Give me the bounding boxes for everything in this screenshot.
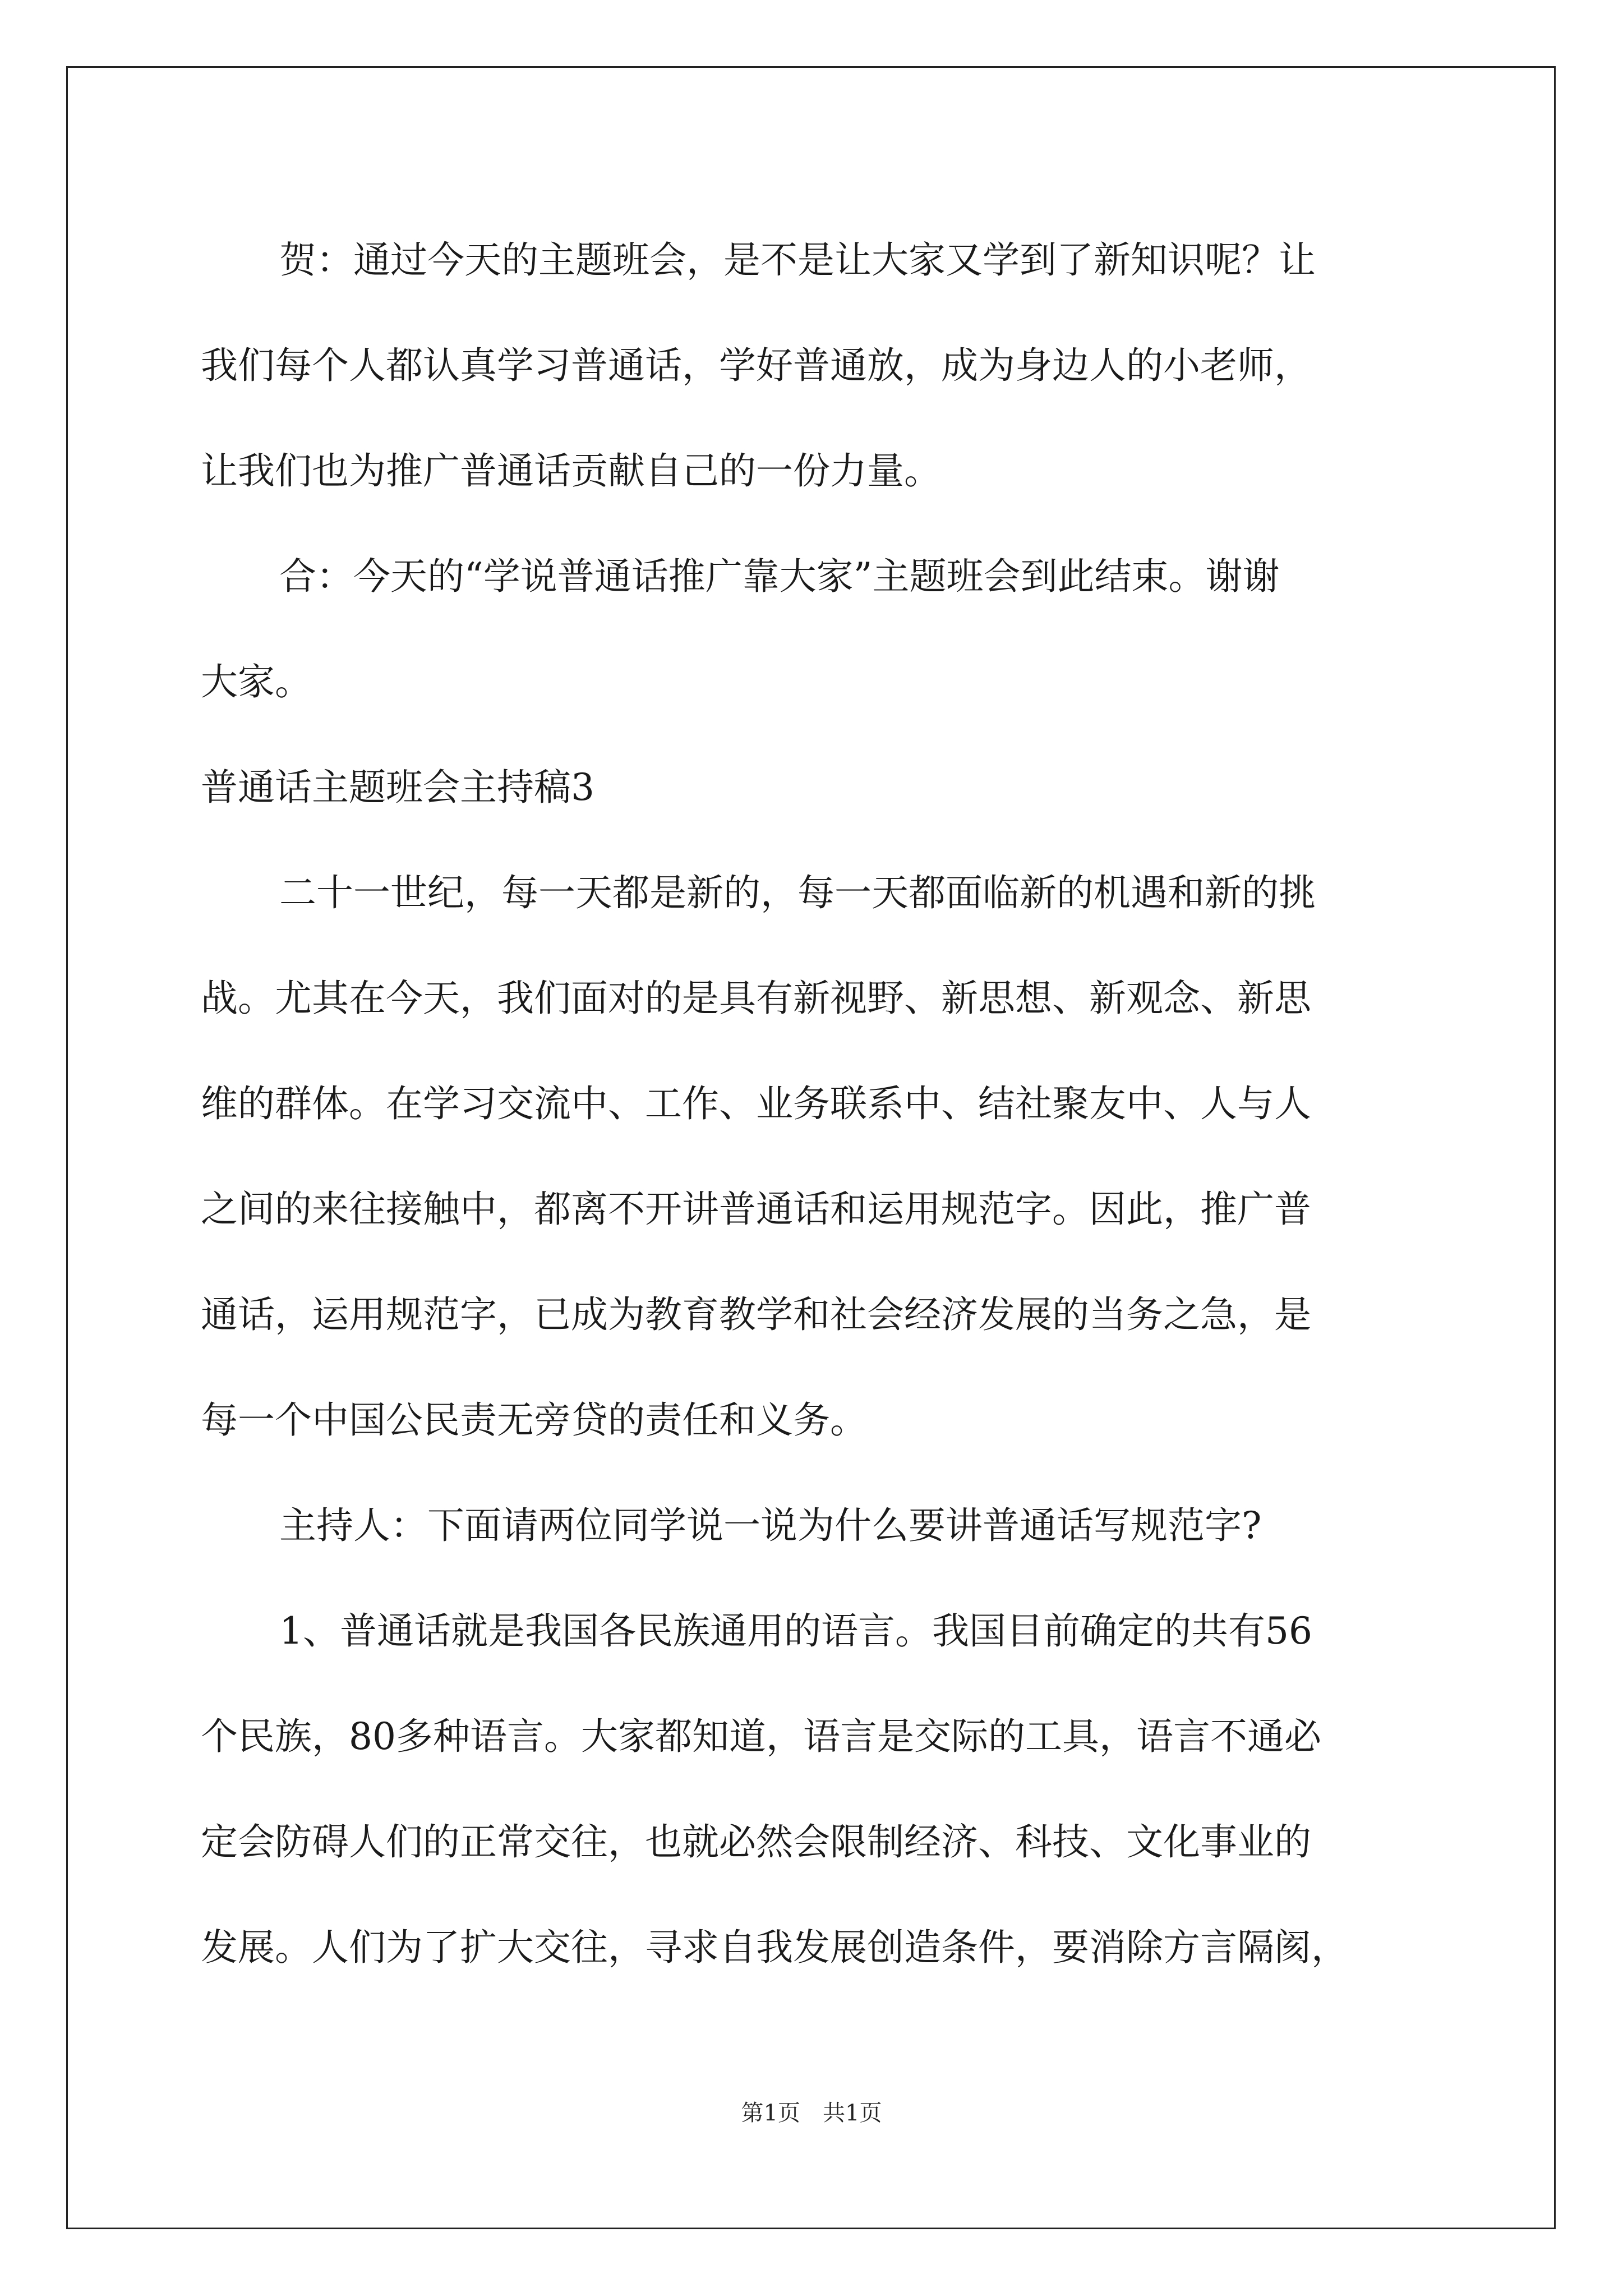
page-number: 第1页 xyxy=(741,2100,800,2126)
document-body xyxy=(201,208,1429,2000)
text-line: 大家。 xyxy=(201,660,312,703)
text-line: 维的群体。在学习交流中、工作、业务联系中、结社聚友中、人与人 xyxy=(201,1082,1311,1125)
text-line: 二十一世纪，每一天都是新的，每一天都面临新的机遇和新的挑 xyxy=(279,871,1316,914)
text-line: 让我们也为推广普通话贡献自己的一份力量。 xyxy=(201,449,941,493)
text-line: 定会防碍人们的正常交往，也就必然会限制经济、科技、文化事业的 xyxy=(201,1820,1311,1864)
page-footer xyxy=(0,2095,1623,2127)
text-line: 通话，运用规范字，已成为教育教学和社会经济发展的当务之急，是 xyxy=(201,1293,1311,1336)
text-line: 贺：通过今天的主题班会，是不是让大家又学到了新知识呢？让 xyxy=(279,238,1316,282)
text-line: 个民族，80多种语言。大家都知道，语言是交际的工具，语言不通必 xyxy=(201,1715,1321,1758)
section-heading: 普通话主题班会主持稿3 xyxy=(201,766,594,809)
text-line: 主持人：下面请两位同学说一说为什么要讲普通话写规范字? xyxy=(279,1504,1262,1547)
text-line: 战。尤其在今天，我们面对的是具有新视野、新思想、新观念、新思 xyxy=(201,977,1311,1020)
text-line: 之间的来往接触中，都离不开讲普通话和运用规范字。因此，推广普 xyxy=(201,1188,1311,1231)
page-total: 共1页 xyxy=(823,2100,882,2126)
text-line: 合：今天的“学说普通话推广靠大家”主题班会到此结束。谢谢 xyxy=(279,555,1280,598)
text-line: 发展。人们为了扩大交往，寻求自我发展创造条件，要消除方言隔阂， xyxy=(201,1926,1348,1969)
text-line: 1、普通话就是我国各民族通用的语言。我国目前确定的共有56 xyxy=(279,1609,1312,1653)
text-line: 我们每个人都认真学习普通话，学好普通放，成为身边人的小老师， xyxy=(201,344,1311,387)
text-line: 每一个中国公民责无旁贷的责任和义务。 xyxy=(201,1398,867,1442)
